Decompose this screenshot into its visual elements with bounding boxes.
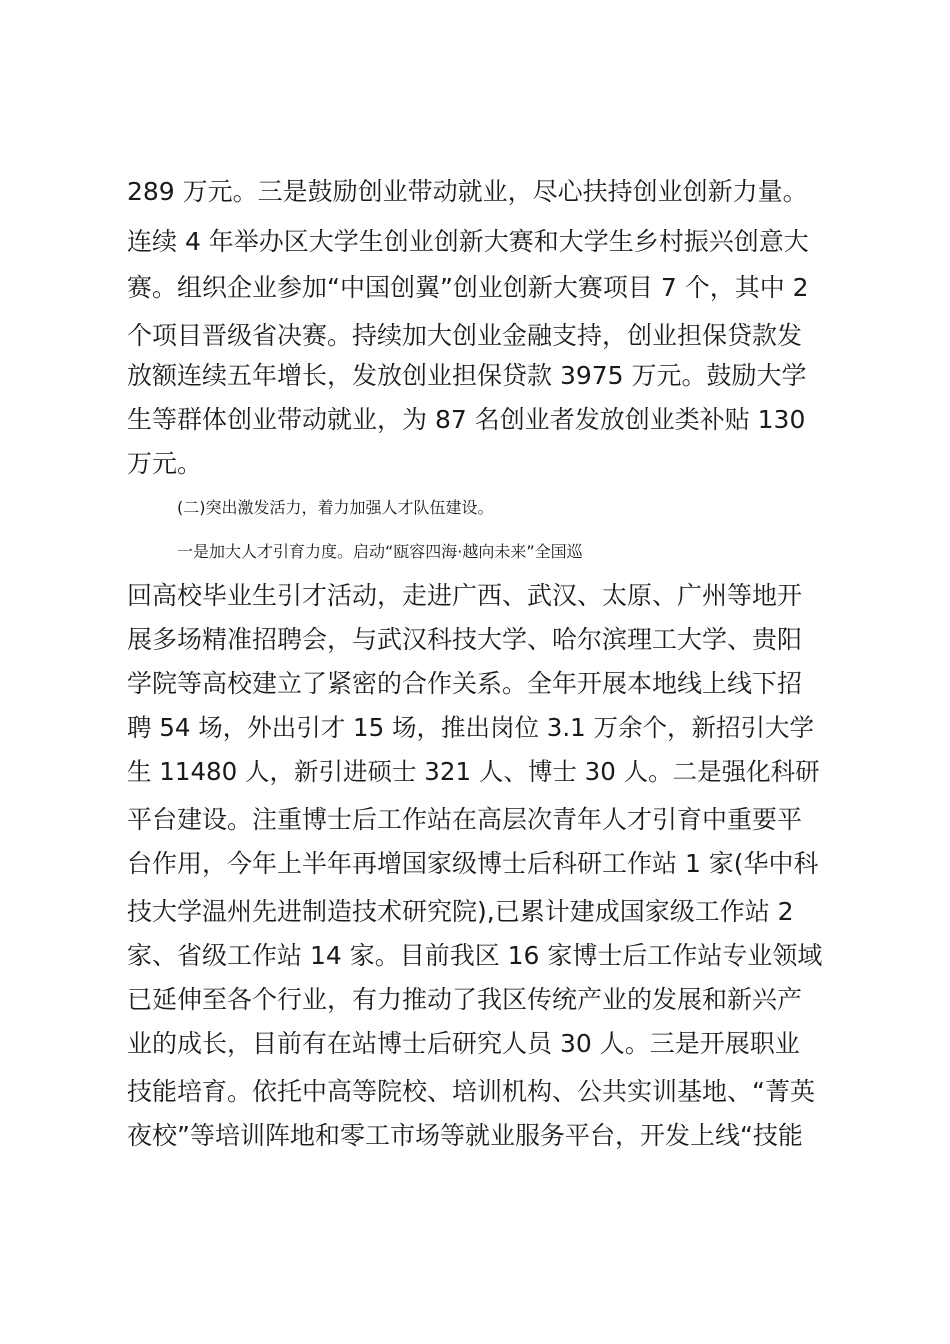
paragraph-line: 技大学温州先进制造技术研究院),已累计建成国家级工作站 2 bbox=[127, 897, 794, 926]
paragraph-line: 业的成长，目前有在站博士后研究人员 30 人。三是开展职业 bbox=[127, 1029, 800, 1058]
paragraph-line: 连续 4 年举办区大学生创业创新大赛和大学生乡村振兴创意大 bbox=[127, 227, 809, 256]
section-heading: (二)突出激发活力，着力加强人才队伍建设。 bbox=[177, 498, 494, 517]
paragraph-line: 赛。组织企业参加“中国创翼”创业创新大赛项目 7 个，其中 2 bbox=[127, 273, 809, 302]
paragraph-line: 夜校”等培训阵地和零工市场等就业服务平台，开发上线“技能 bbox=[127, 1121, 803, 1150]
paragraph-line: 生 11480 人，新引进硕士 321 人、博士 30 人。二是强化科研 bbox=[127, 757, 820, 786]
paragraph-line: 技能培育。依托中高等院校、培训机构、公共实训基地、“菁英 bbox=[127, 1077, 815, 1106]
paragraph-line: 学院等高校建立了紧密的合作关系。全年开展本地线上线下招 bbox=[127, 669, 803, 698]
paragraph-line: 万元。 bbox=[127, 449, 203, 478]
paragraph-line: 生等群体创业带动就业，为 87 名创业者发放创业类补贴 130 bbox=[127, 405, 806, 434]
paragraph-line: 台作用，今年上半年再增国家级博士后科研工作站 1 家(华中科 bbox=[127, 849, 819, 878]
paragraph-line: 一是加大人才引育力度。启动“瓯容四海·越向未来”全国巡 bbox=[177, 542, 583, 561]
paragraph-line: 平台建设。注重博士后工作站在高层次青年人才引育中重要平 bbox=[127, 805, 803, 834]
paragraph-line: 聘 54 场，外出引才 15 场，推出岗位 3.1 万余个，新招引大学 bbox=[127, 713, 815, 742]
paragraph-line: 展多场精准招聘会，与武汉科技大学、哈尔滨理工大学、贵阳 bbox=[127, 625, 803, 654]
paragraph-line: 放额连续五年增长，发放创业担保贷款 3975 万元。鼓励大学 bbox=[127, 361, 807, 390]
paragraph-line: 回高校毕业生引才活动，走进广西、武汉、太原、广州等地开 bbox=[127, 581, 803, 610]
paragraph-line: 已延伸至各个行业，有力推动了我区传统产业的发展和新兴产 bbox=[127, 985, 803, 1014]
paragraph-line: 289 万元。三是鼓励创业带动就业，尽心扶持创业创新力量。 bbox=[127, 177, 808, 206]
paragraph-line: 个项目晋级省决赛。持续加大创业金融支持，创业担保贷款发 bbox=[127, 321, 803, 350]
paragraph-line: 家、省级工作站 14 家。目前我区 16 家博士后工作站专业领域 bbox=[127, 941, 823, 970]
